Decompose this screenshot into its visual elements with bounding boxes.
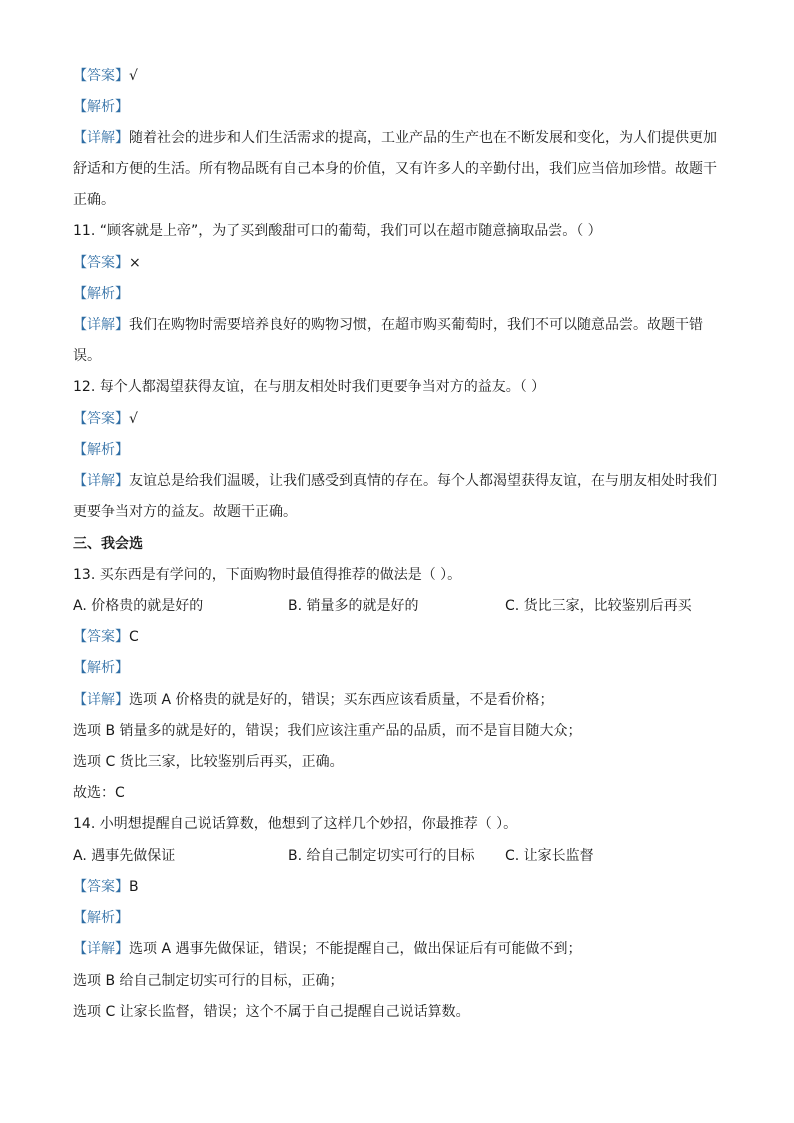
q10-detail-line-1	[73, 128, 723, 148]
q12-detail-line-1	[73, 471, 723, 491]
q11-detail-line-1	[73, 315, 723, 335]
q14-analysis-line	[73, 908, 723, 928]
q14-option-c: C. 让家长监督	[505, 848, 594, 864]
q12-answer-value: √	[129, 411, 138, 427]
answer-label: 【答案】	[73, 879, 129, 895]
detail-label: 【详解】	[73, 941, 129, 957]
q13-detail-line-1	[73, 690, 723, 710]
q14-question: 14. 小明想提醒自己说话算数，他想到了这样几个妙招，你最推荐（ ）。	[73, 816, 518, 832]
q10-detail-text-1: 随着社会的进步和人们生活需求的提高，工业产品的生产也在不断发展和变化，为人们提供更加	[129, 130, 717, 146]
q12-analysis-line	[73, 440, 723, 460]
q13-answer-value: C	[129, 629, 139, 645]
q10-analysis-line	[73, 97, 723, 117]
answer-label: 【答案】	[73, 411, 129, 427]
q10-detail-line-2: 舒适和方便的生活。所有物品既有自己本身的价值，又有许多人的辛勤付出，我们应当倍加珍惜。故题干	[73, 161, 717, 177]
q13-detail-text-1: 选项 A 价格贵的就是好的，错误；买东西应该看质量，不是看价格；	[129, 692, 554, 708]
q13-analysis-line	[73, 658, 723, 678]
q11-answer-line	[73, 253, 723, 273]
analysis-label: 【解析】	[73, 910, 129, 926]
q12-answer-line	[73, 409, 723, 429]
analysis-label: 【解析】	[73, 442, 129, 458]
analysis-label: 【解析】	[73, 286, 129, 302]
section-heading: 三、我会选	[73, 536, 143, 552]
q13-conclusion: 故选：C	[73, 785, 125, 801]
analysis-label: 【解析】	[73, 99, 129, 115]
q13-detail-line-3: 选项 C 货比三家，比较鉴别后再买，正确。	[73, 754, 344, 770]
answer-label: 【答案】	[73, 68, 129, 84]
q12-detail-text-1: 友谊总是给我们温暖，让我们感受到真情的存在。每个人都渴望获得友谊，在与朋友相处时我们	[129, 473, 717, 489]
q11-question: 11. “顾客就是上帝”，为了买到酸甜可口的葡萄，我们可以在超市随意摘取品尝。（ ）	[73, 223, 602, 239]
q13-option-c: C. 货比三家，比较鉴别后再买	[505, 598, 692, 614]
q14-option-a: A. 遇事先做保证	[73, 848, 176, 864]
q11-detail-text-1: 我们在购物时需要培养良好的购物习惯，在超市购买葡萄时，我们不可以随意品尝。故题干错	[129, 317, 703, 333]
answer-label: 【答案】	[73, 629, 129, 645]
q14-answer-line	[73, 877, 723, 897]
q14-detail-line-1	[73, 939, 723, 959]
detail-label: 【详解】	[73, 473, 129, 489]
q10-answer-line	[73, 66, 723, 86]
q12-detail-line-2: 更要争当对方的益友。故题干正确。	[73, 504, 297, 520]
q11-analysis-line	[73, 284, 723, 304]
q14-detail-line-2: 选项 B 给自己制定切实可行的目标，正确；	[73, 973, 344, 989]
q10-answer-value: √	[129, 68, 138, 84]
detail-label: 【详解】	[73, 130, 129, 146]
q12-question: 12. 每个人都渴望获得友谊，在与朋友相处时我们更要争当对方的益友。（ ）	[73, 379, 546, 395]
q11-detail-line-2: 误。	[73, 348, 101, 364]
analysis-label: 【解析】	[73, 660, 129, 676]
q14-options	[73, 846, 723, 866]
q13-detail-line-2: 选项 B 销量多的就是好的，错误；我们应该注重产品的品质，而不是盲目随大众；	[73, 723, 582, 739]
q10-detail-line-3: 正确。	[73, 192, 115, 208]
q13-options	[73, 596, 723, 616]
q13-question: 13. 买东西是有学问的，下面购物时最值得推荐的做法是（ ）。	[73, 567, 462, 583]
q11-answer-value: ×	[129, 255, 141, 271]
q13-option-b: B. 销量多的就是好的	[288, 598, 419, 614]
q14-answer-value: B	[129, 879, 139, 895]
q13-option-a: A. 价格贵的就是好的	[73, 598, 204, 614]
q13-answer-line	[73, 627, 723, 647]
q14-detail-text-1: 选项 A 遇事先做保证，错误；不能提醒自己，做出保证后有可能做不到；	[129, 941, 582, 957]
detail-label: 【详解】	[73, 317, 129, 333]
q14-option-b: B. 给自己制定切实可行的目标	[288, 848, 475, 864]
q14-detail-line-3: 选项 C 让家长监督，错误；这个不属于自己提醒自己说话算数。	[73, 1004, 470, 1020]
answer-label: 【答案】	[73, 255, 129, 271]
detail-label: 【详解】	[73, 692, 129, 708]
